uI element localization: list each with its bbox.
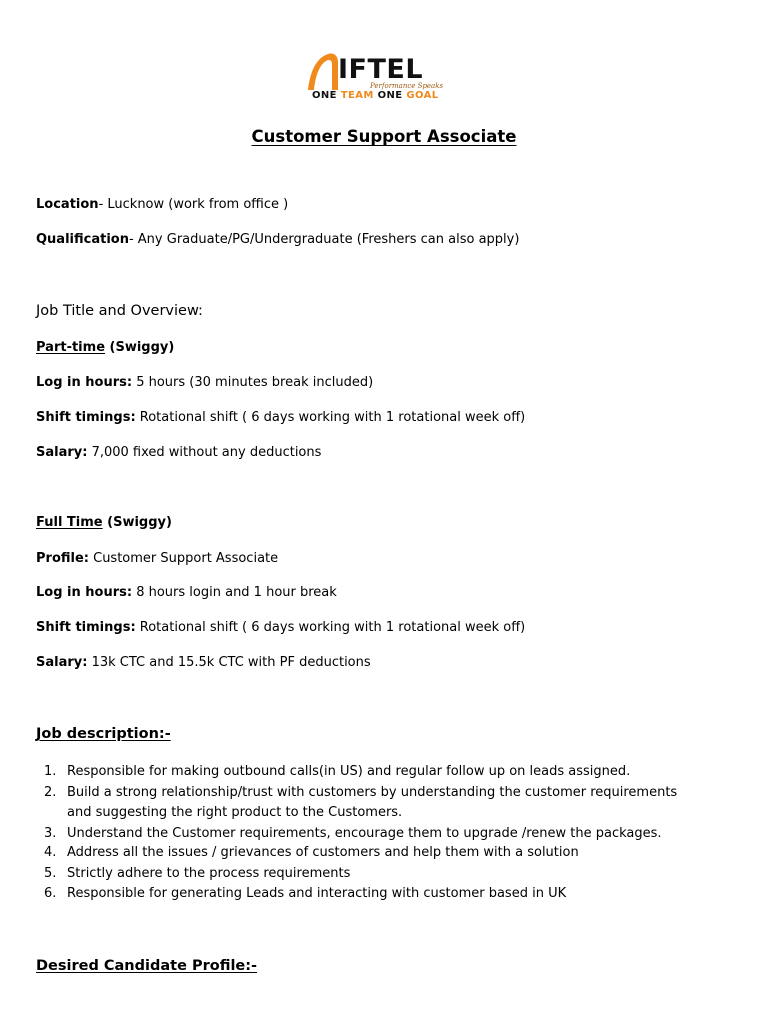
logo-slogan: ONE TEAM ONE GOAL <box>312 90 439 101</box>
list-item: 1. Responsible for making outbound calls(in US) and regular follow up on leads assigned. <box>44 764 631 779</box>
part-time-salary: Salary: 7,000 fixed without any deductions <box>36 445 322 460</box>
qualification-label: Qualification <box>36 232 129 247</box>
full-time-suffix: (Swiggy) <box>102 515 172 530</box>
part-time-login: Log in hours: 5 hours (30 minutes break included) <box>36 375 374 390</box>
list-item: 3. Understand the Customer requirements, encourage them to upgrade /renew the packages. <box>44 825 662 841</box>
full-time-profile: Profile: Customer Support Associate <box>36 551 279 566</box>
full-time-heading <box>36 515 172 531</box>
list-item: 4. Address all the issues / grievances of customers and help them with a solution <box>44 845 579 860</box>
company-logo <box>304 48 464 106</box>
qualification-line <box>36 232 519 248</box>
location-value: - Lucknow (work from office ) <box>98 197 289 212</box>
part-time-label: Part-time <box>36 340 106 355</box>
part-time-suffix: (Swiggy) <box>105 340 175 355</box>
logo-tagline: Performance Speaks <box>370 82 444 90</box>
location-line <box>36 197 288 213</box>
part-time-heading <box>36 340 174 356</box>
page-title: Customer Support Associate <box>251 127 517 146</box>
full-time-salary: Salary: 13k CTC and 15.5k CTC with PF deductions <box>36 655 371 670</box>
list-item: 2. Build a strong relationship/trust with customers by understanding the customer requirements and suggesting the right product to the Customers. <box>44 784 678 820</box>
list-item: 6. Responsible for generating Leads and interacting with customer based in UK <box>44 886 567 901</box>
logo-wordmark: IFTEL <box>338 54 424 85</box>
overview-heading: Job Title and Overview: <box>36 303 203 319</box>
qualification-value: - Any Graduate/PG/Undergraduate (Freshers can also apply) <box>128 232 520 247</box>
full-time-label: Full Time <box>36 515 103 530</box>
full-time-shift: Shift timings: Rotational shift ( 6 days working with 1 rotational week off) <box>36 620 526 635</box>
job-description-heading: Job description:- <box>36 726 171 742</box>
part-time-shift: Shift timings: Rotational shift ( 6 days working with 1 rotational week off) <box>36 410 526 425</box>
candidate-profile-heading: Desired Candidate Profile:- <box>36 958 258 974</box>
list-item: 5. Strictly adhere to the process requirements <box>44 865 351 881</box>
job-description-list <box>36 762 736 905</box>
full-time-login: Log in hours: 8 hours login and 1 hour break <box>36 585 337 600</box>
location-label: Location <box>36 197 99 212</box>
